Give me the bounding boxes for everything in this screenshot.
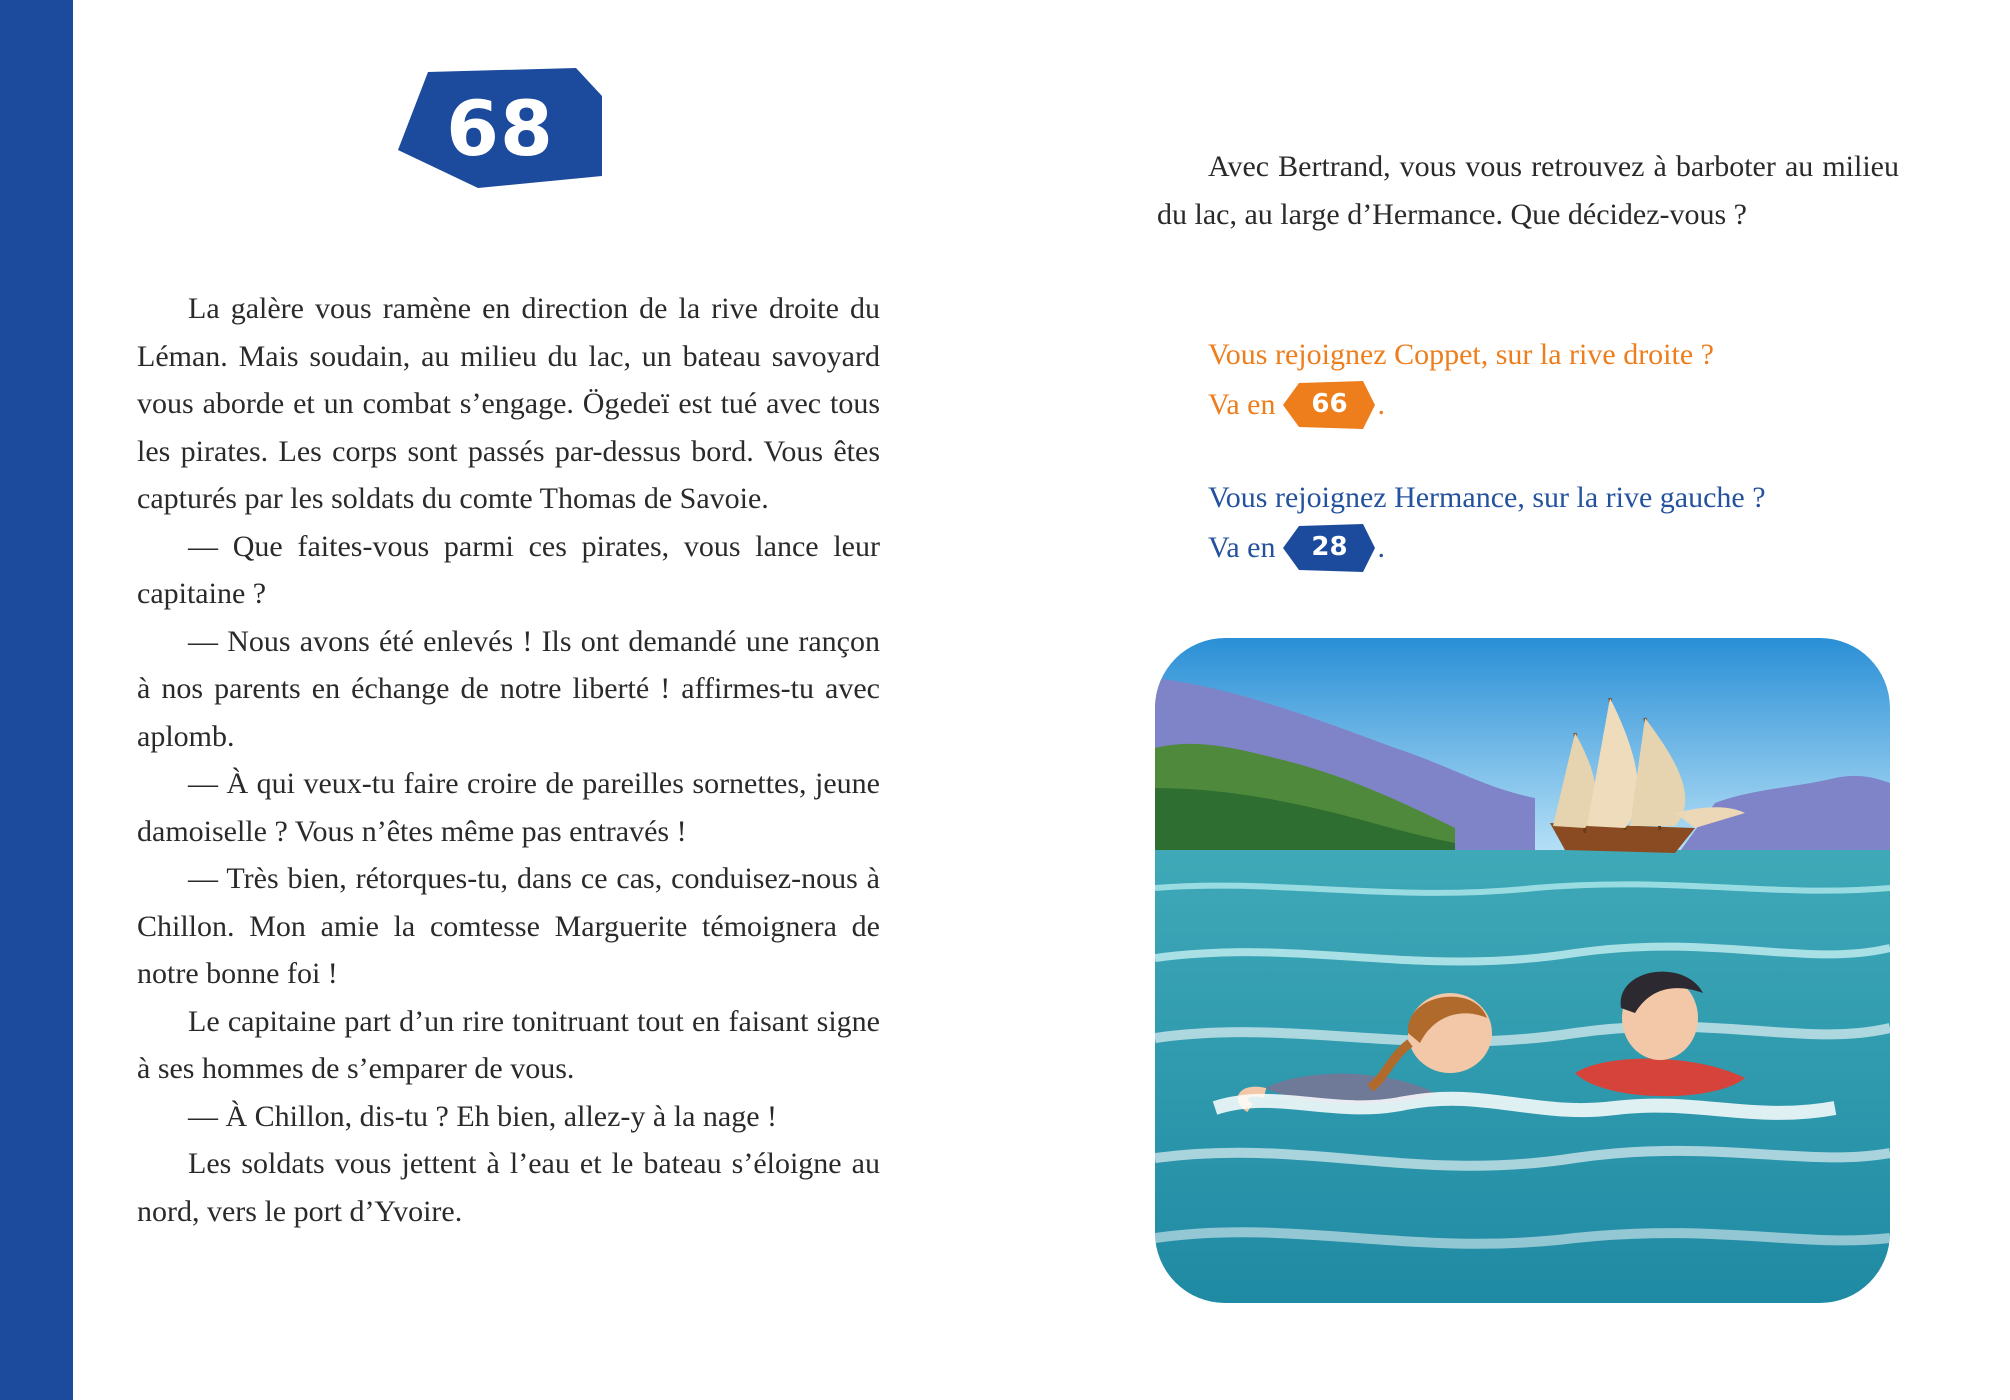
goto-28-button[interactable] [1283,522,1375,574]
choice-intro [1157,143,1899,238]
story-paragraph: — Que faites-vous parmi ces pirates, vous lance leur capitaine ? [137,529,880,610]
goto-target-number: 66 [1311,388,1348,419]
goto-label: Va en [1208,530,1276,564]
goto-66-button[interactable] [1283,379,1375,431]
story-paragraph: La galère vous ramène en direction de la rive droite du Léman. Mais soudain, au milieu du lac, un bateau savoyard vous aborde et un combat s’engage. Ögedeï est tué avec tous les pirates. Les corps sont passés par-dessus bord. Vous êtes capturés par les soldats du comte Thomas de Savoie. [137,292,880,515]
story-paragraph: — À Chillon, dis-tu ? Eh bien, allez-y à la nage ! [188,1099,777,1133]
story-paragraph: — À qui veux-tu faire croire de pareilles sornettes, jeune damoiselle ? Vous n’êtes même pas entravés ! [137,767,880,848]
story-paragraph: Les soldats vous jettent à l’eau et le bateau s’éloigne au nord, vers le port d’Yvoire. [137,1147,880,1228]
goto-label: Va en [1208,387,1276,421]
story-paragraph: Le capitaine part d’un rire tonitruant tout en faisant signe à ses hommes de s’emparer de vous. [137,1004,880,1085]
lake-scene-image [1155,638,1890,1303]
goto-target-number: 28 [1311,531,1348,562]
choice-coppet[interactable] [1208,331,1714,431]
chapter-badge [398,66,602,190]
page-spine-bar [0,0,73,1400]
choice-intro-text: Avec Bertrand, vous vous retrouvez à barboter au milieu du lac, au large d’Hermance. Que décidez-vous ? [1157,150,1899,231]
goto-period: . [1377,530,1385,564]
choice-hermance[interactable] [1208,474,1766,574]
story-paragraph: — Nous avons été enlevés ! Ils ont demandé une rançon à nos parents en échange de notre liberté ! affirmes-tu avec aplomb. [137,624,880,753]
story-text [137,285,880,1235]
story-paragraph: — Très bien, rétorques-tu, dans ce cas, conduisez-nous à Chillon. Mon amie la comtesse Marguerite témoignera de notre bonne foi ! [137,862,880,990]
choice-coppet-text: Vous rejoignez Coppet, sur la rive droite ? [1208,338,1714,371]
choice-hermance-text: Vous rejoignez Hermance, sur la rive gauche ? [1208,481,1766,514]
chapter-number: 68 [446,83,554,173]
lake-illustration [1155,638,1890,1303]
goto-period: . [1377,387,1385,421]
